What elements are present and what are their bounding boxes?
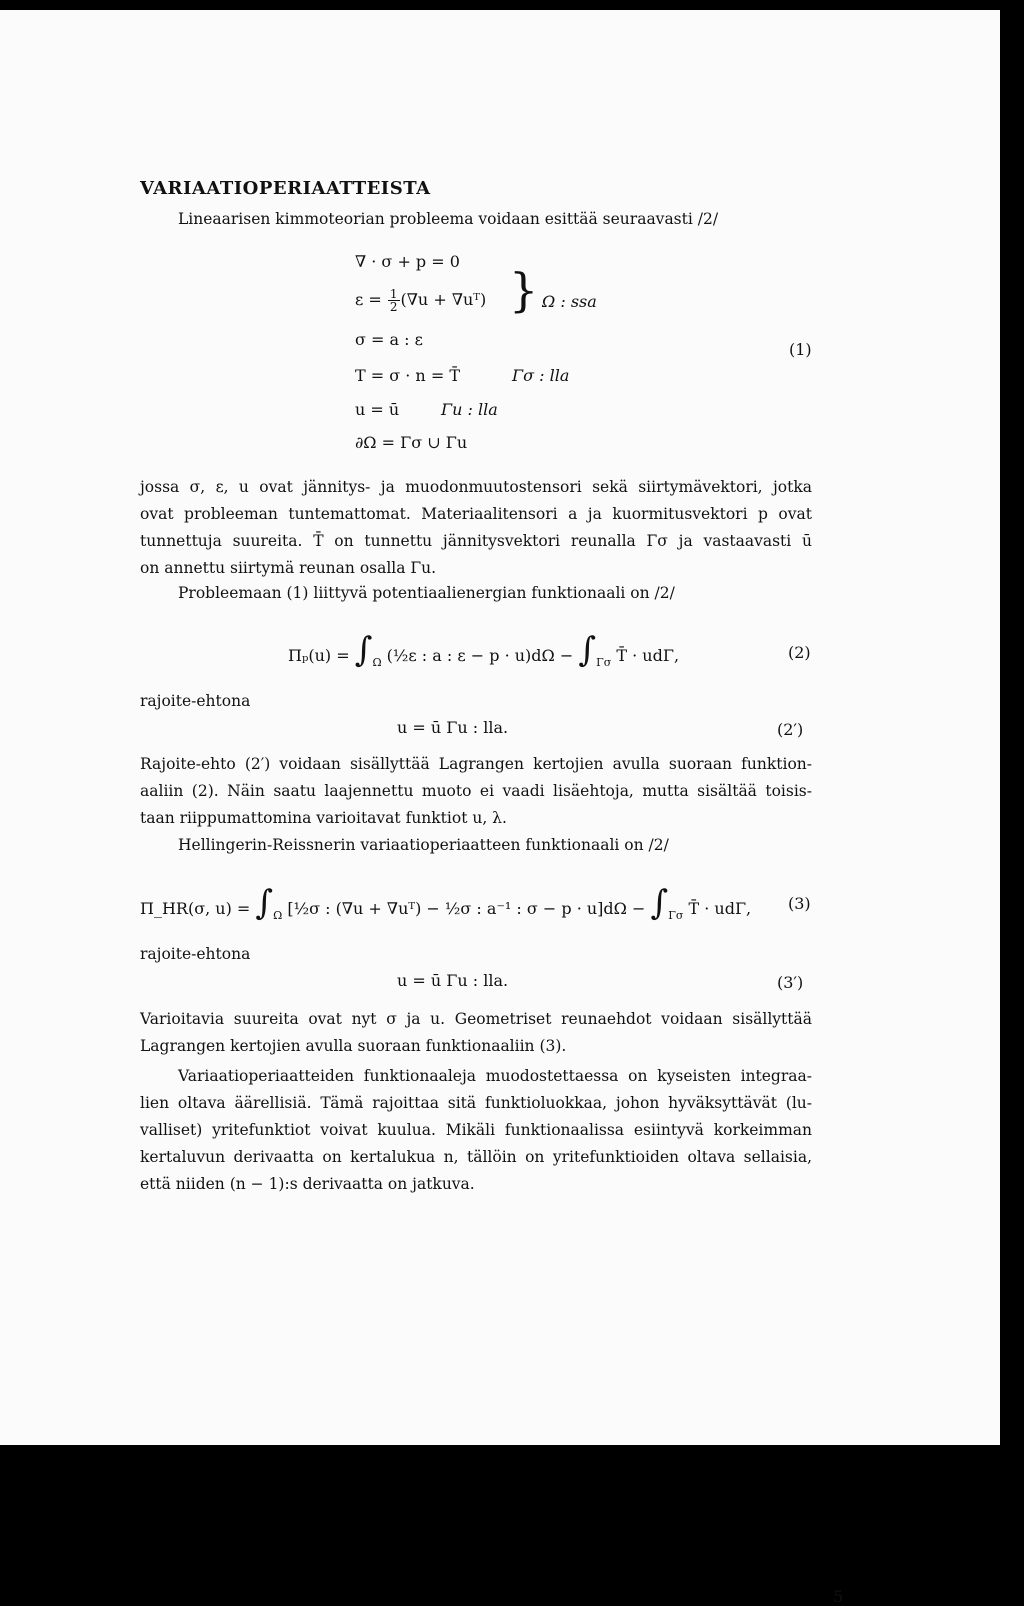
- domain-label: Ω : ssa: [542, 292, 597, 311]
- equation-number-2-prime: (2′): [777, 720, 804, 739]
- right-brace: }: [509, 263, 539, 317]
- equation-constraint-3: u = ū Γu : lla.: [397, 971, 509, 990]
- paragraph-hellinger-reissner: Hellingerin-Reissnerin variaatioperiaatteen funktionaali on /2/: [178, 836, 669, 854]
- displacement-boundary-label: Γu : lla: [441, 400, 498, 419]
- fraction-half: $\frac{1}{2}$: [389, 287, 398, 314]
- equation-boundary-union: ∂Ω = Γσ ∪ Γu: [355, 433, 468, 452]
- paragraph-finiteness: Variaatioperiaatteiden funktionaaleja muodostettaessa on kyseisten integraa- lien oltava äärellisiä. Tämä rajoittaa sitä funktioluokkaa, johon hyväksyttävät (lu- valliset) yritefunktiot voivat kuulua. Mikäli funktionaalissa esiintyvä korkeimman kertaluvun derivaatta on kertalukua n, tällöin on yritefunktioiden oltava sellaisia, että niiden (n − 1):s derivaatta on jatkuva.: [140, 1067, 812, 1193]
- equation-constitutive: σ = a : ε: [355, 330, 423, 349]
- equation-number-3: (3): [788, 894, 811, 913]
- document-page: [0, 10, 1000, 1606]
- equation-hellinger-reissner: Π_HR(σ, $u) = \int_\Omega$ [½σ : (∇u + ∇uᵀ) − ½σ : a⁻¹ : $\sigma - p \cdot u]d\Omega - \int_{\Gamma\sigma}$ T̄ · udΓ,: [140, 883, 752, 923]
- equation-number-2: (2): [788, 643, 811, 662]
- paragraph-potential-energy: Probleemaan (1) liittyvä potentiaalienergian funktionaali on /2/: [178, 584, 675, 602]
- traction-boundary-label: Γσ : lla: [512, 366, 570, 385]
- integral-sign: ∫: [255, 883, 274, 923]
- constraint-label: rajoite-ehtona: [140, 945, 251, 963]
- constraint-label: rajoite-ehtona: [140, 692, 251, 710]
- equation-equilibrium: ∇ · σ + p = 0: [355, 252, 460, 271]
- paragraph-definitions: jossa σ, ε, u ovat jännitys- ja muodonmuutostensori sekä siirtymävektori, jotka ovat probleeman tuntemattomat. Materiaalitensori a ja kuormitusvektori p ovat tunnettuja suureita. T̄ on tunnettu jännitysvektori reunalla Γσ ja vastaavasti ū on annettu siirtymä reunan osalla Γu.: [140, 478, 812, 577]
- paragraph-varied-quantities: Varioitavia suureita ovat nyt σ ja u. Geometriset reunaehdot voidaan sisällyttää Lagrangen kertojien avulla suoraan funktionaaliin (3).: [140, 1010, 812, 1055]
- intro-sentence: Lineaarisen kimmoteorian probleema voidaan esittää seuraavasti /2/: [178, 210, 719, 228]
- integral-sign: ∫: [354, 630, 373, 670]
- equation-number-1: (1): [789, 340, 812, 359]
- paragraph-lagrange: Rajoite-ehto (2′) voidaan sisällyttää Lagrangen kertojien avulla suoraan funktion- aaliin (2). Näin saatu laajennettu muoto ei vaadi lisäehtoja, mutta sisältää toisis- taan riippumattomina varioitavat funktiot u, λ.: [140, 755, 812, 827]
- equation-displacement: u = ū: [355, 400, 400, 419]
- equation-number-3-prime: (3′): [777, 973, 804, 992]
- integral-sign: ∫: [578, 630, 597, 670]
- equation-traction: T = σ · n = T̄: [355, 366, 460, 385]
- equation-constraint-2: u = ū Γu : lla.: [397, 718, 509, 737]
- integral-sign: ∫: [650, 883, 669, 923]
- section-heading: VARIAATIOPERIAATTEISTA: [140, 178, 431, 199]
- equation-potential-energy: $\Pi_p(u) = \int_\Omega$ (½ε : a : $\varepsilon - p \cdot u)d\Omega - \int_{\Gamma\sigma}$ T̄ · udΓ,: [288, 630, 680, 670]
- equation-strain: ε = $\frac{1}{2}$ (∇u + ∇uᵀ): [355, 287, 487, 314]
- page-number: 5: [833, 1587, 844, 1606]
